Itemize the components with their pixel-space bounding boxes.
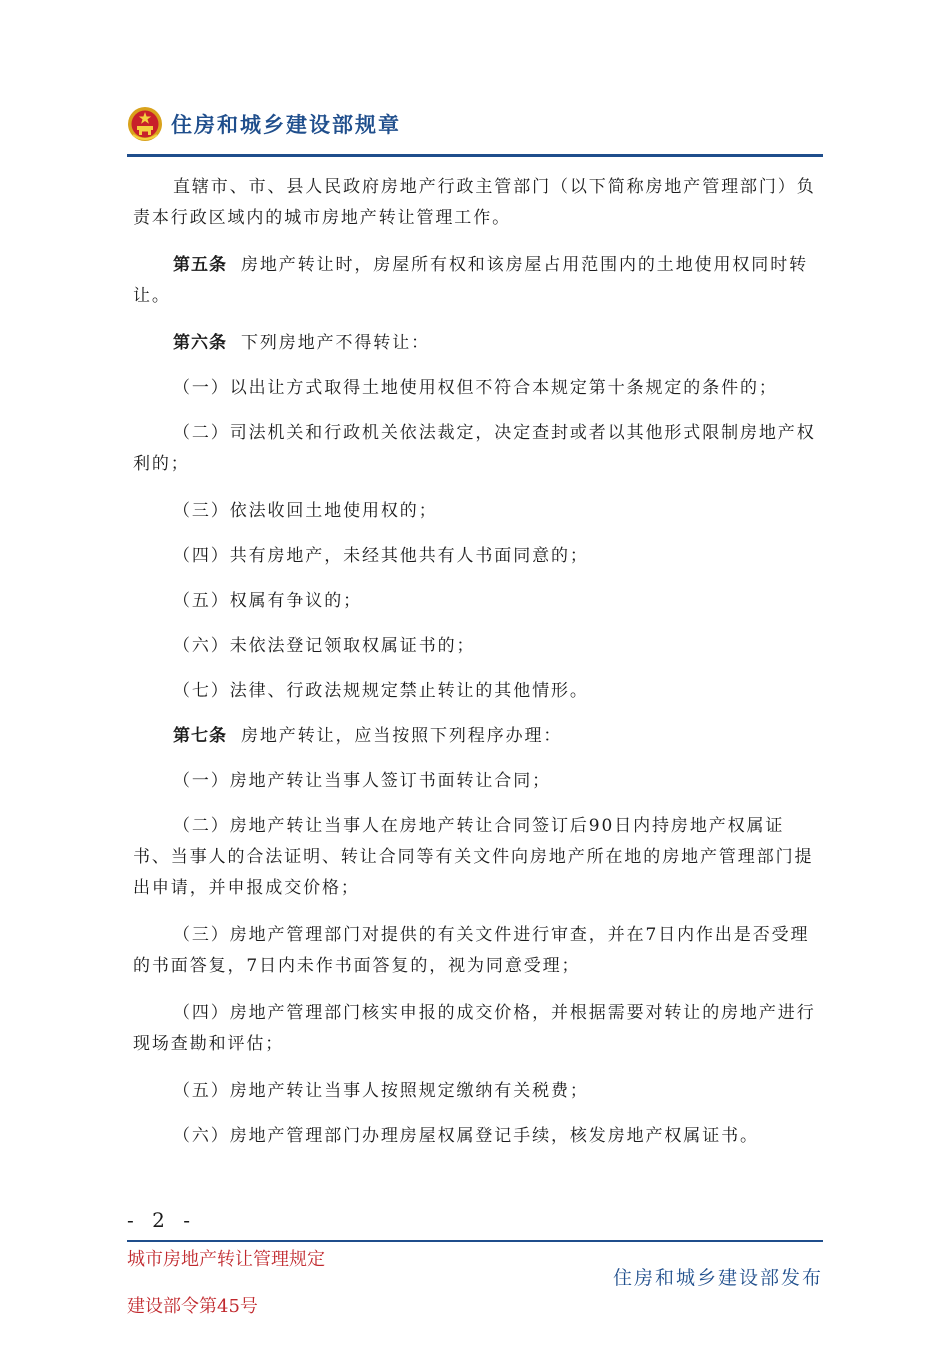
paragraph-text: （三）依法收回土地使用权的；	[173, 501, 438, 521]
header-title: 住房和城乡建设部规章	[171, 113, 401, 137]
paragraph-text: （四）房地产管理部门核实申报的成交价格，并根据需要对转让的房地产进行现场查勘和评估；	[133, 1003, 816, 1054]
paragraph-text: （七）法律、行政法规规定禁止转让的其他情形。	[173, 681, 589, 701]
list-item	[133, 496, 819, 527]
national-emblem-icon	[127, 105, 163, 143]
list-item	[133, 998, 819, 1060]
article-paragraph	[133, 328, 819, 359]
list-item	[133, 373, 819, 404]
list-item	[133, 1076, 819, 1107]
list-item	[133, 766, 819, 797]
article-label: 第七条	[173, 726, 227, 746]
page-header	[127, 100, 823, 158]
paragraph-text: （五）房地产转让当事人按照规定缴纳有关税费；	[173, 1081, 589, 1101]
paragraph-text: （一）房地产转让当事人签订书面转让合同；	[173, 771, 551, 791]
list-item	[133, 631, 819, 662]
article-paragraph	[133, 721, 819, 752]
list-item	[133, 586, 819, 617]
article-label: 第六条	[173, 333, 227, 353]
paragraph-text: （五）权属有争议的；	[173, 591, 362, 611]
paragraph-text: （一）以出让方式取得土地使用权但不符合本规定第十条规定的条件的；	[173, 378, 778, 398]
list-item	[133, 676, 819, 707]
footer-document-title: 城市房地产转让管理规定	[127, 1249, 325, 1270]
footer-publisher: 住房和城乡建设部发布	[612, 1267, 823, 1289]
article-paragraph	[133, 250, 819, 312]
paragraph-text: 直辖市、市、县人民政府房地产行政主管部门（以下简称房地产管理部门）负责本行政区域内的城市房地产转让管理工作。	[133, 177, 816, 228]
paragraph-text: （二）房地产转让当事人在房地产转让合同签订后90日内持房地产权属证书、当事人的合法证明、转让合同等有关文件向房地产所在地的房地产管理部门提出申请，并申报成交价格；	[133, 816, 814, 898]
list-item	[133, 811, 819, 904]
list-item	[133, 541, 819, 572]
list-item	[133, 1121, 819, 1152]
footer-document-order: 建设部令第45号	[127, 1296, 258, 1317]
paragraph	[133, 172, 819, 234]
paragraph-text: （二）司法机关和行政机关依法裁定，决定查封或者以其他形式限制房地产权利的；	[133, 423, 816, 474]
paragraph-text: （六）房地产管理部门办理房屋权属登记手续，核发房地产权属证书。	[173, 1126, 759, 1146]
paragraph-text: 房地产转让，应当按照下列程序办理：	[241, 726, 563, 746]
paragraph-text: （六）未依法登记领取权属证书的；	[173, 636, 476, 656]
paragraph-text: 下列房地产不得转让：	[241, 333, 430, 353]
header-divider	[127, 154, 823, 157]
list-item	[133, 920, 819, 982]
article-label: 第五条	[173, 255, 227, 275]
document-body	[133, 172, 819, 1166]
footer-divider	[127, 1240, 823, 1242]
page-footer	[127, 1200, 823, 1330]
paragraph-text: （四）共有房地产，未经其他共有人书面同意的；	[173, 546, 589, 566]
paragraph-text: 房地产转让时，房屋所有权和该房屋占用范围内的土地使用权同时转让。	[133, 255, 808, 306]
list-item	[133, 418, 819, 480]
paragraph-text: （三）房地产管理部门对提供的有关文件进行审查，并在7日内作出是否受理的书面答复，7日内未作书面答复的，视为同意受理；	[133, 925, 810, 976]
page-number: - 2 -	[127, 1208, 196, 1232]
